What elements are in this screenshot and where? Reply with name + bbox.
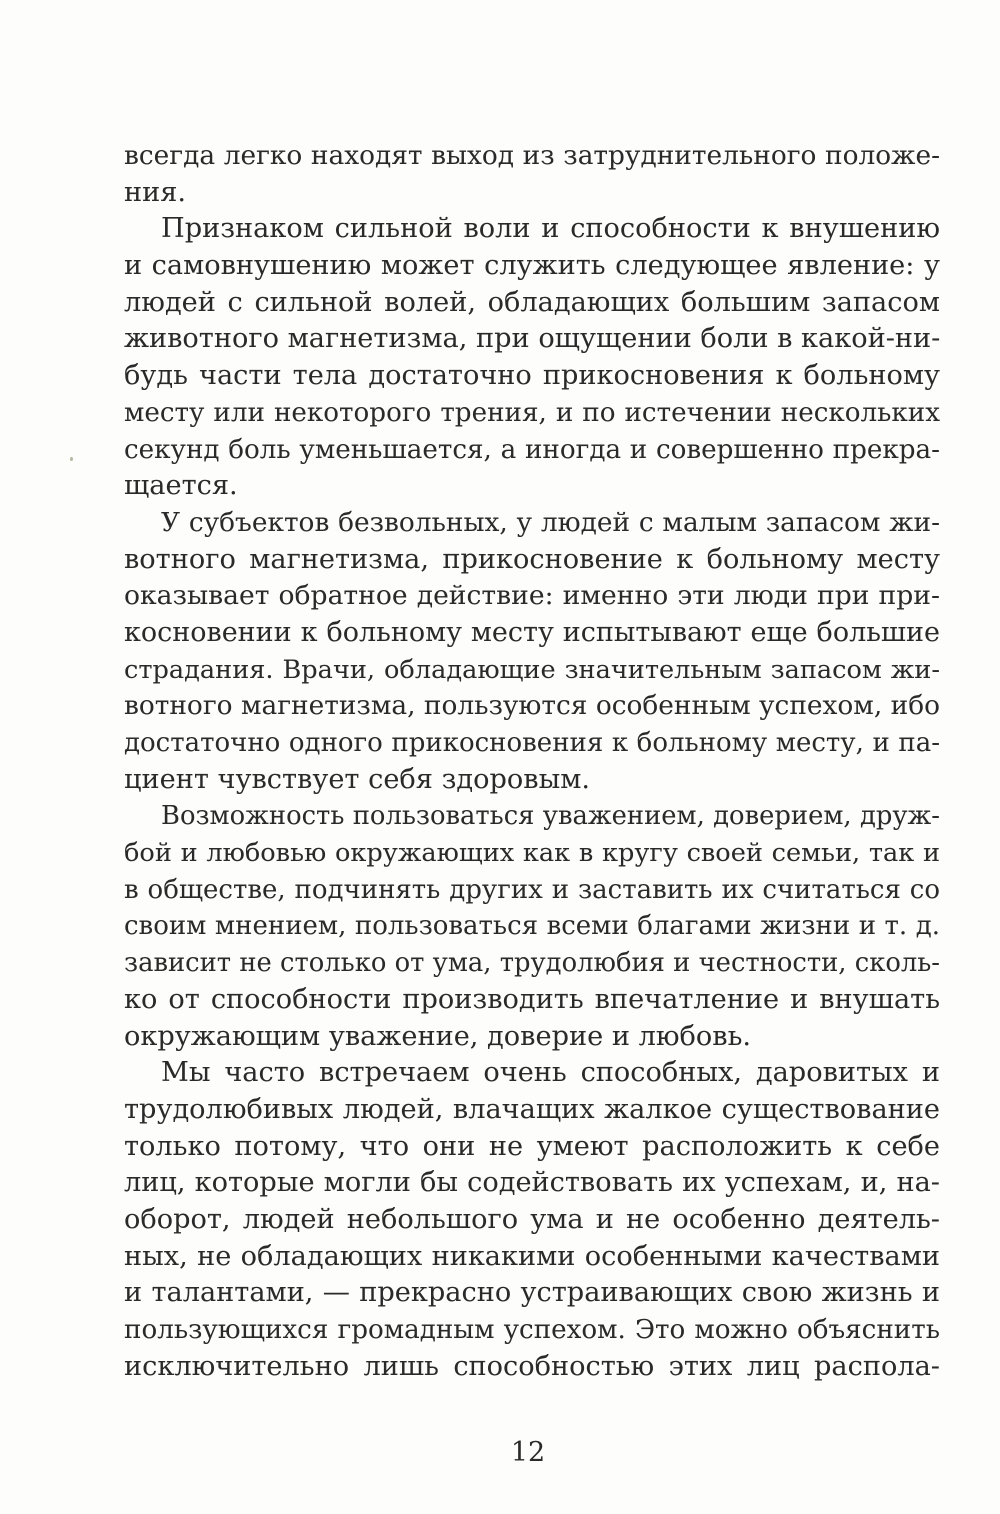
text-line: зависит не столько от ума, трудолюбия и честности, сколь- — [124, 948, 940, 979]
text-line: ко от способности производить впечатление и внушать — [124, 983, 940, 1015]
text-line: в обществе, подчинять других и заставить их считаться со — [124, 874, 940, 905]
text-line: лиц, которые могли бы содействовать их успехам, и, на- — [124, 1167, 940, 1199]
text-line: косновении к больному месту испытывают еще большие — [124, 616, 940, 648]
text-line: всегда легко находят выход из затруднительного положе- — [124, 140, 940, 171]
text-line: страдания. Врачи, обладающие значительным запасом жи- — [124, 654, 940, 685]
paragraph — [124, 1055, 940, 1385]
text-line: Признаком сильной воли и способности к внушению — [161, 213, 940, 245]
text-line: оборот, людей небольшого ума и не особенно деятель- — [124, 1203, 940, 1235]
text-line: только потому, что они не умеют расположить к себе — [124, 1130, 940, 1162]
paper-speck — [70, 457, 73, 461]
paragraph — [124, 211, 940, 505]
body-text — [124, 138, 940, 1385]
text-line: циент чувствует себя здоровым. — [124, 763, 591, 795]
text-line: бой и любовью окружающих как в кругу своей семьи, так и — [124, 838, 940, 869]
text-line: достаточно одного прикосновения к больному месту, и па- — [124, 728, 940, 758]
text-line: пользующихся громадным успехом. Это можно объяснить — [124, 1315, 940, 1345]
text-line: ния. — [124, 176, 187, 208]
paragraph — [124, 798, 940, 1055]
text-line: секунд боль уменьшается, а иногда и совершенно прекра- — [124, 434, 940, 465]
text-line: будь части тела достаточно прикосновения к больному — [124, 360, 940, 392]
paragraph — [124, 505, 940, 799]
text-line: вотного магнетизма, пользуются особенным успехом, ибо — [124, 690, 940, 722]
text-line: трудолюбивых людей, влачащих жалкое существование — [124, 1093, 940, 1125]
text-line: животного магнетизма, при ощущении боли в какой-ни- — [124, 323, 941, 355]
text-line: исключительно лишь способностью этих лиц распола- — [124, 1350, 940, 1382]
text-line: своим мнением, пользоваться всеми благами жизни и т. д. — [124, 911, 940, 942]
text-line: месту или некоторого трения, и по истечении нескольких — [124, 397, 940, 428]
text-line: и талантами, — прекрасно устраивающих свою жизнь и — [124, 1277, 940, 1309]
text-line: людей с сильной волей, обладающих большим запасом — [124, 286, 940, 318]
text-line: щается. — [124, 470, 238, 502]
text-line: ных, не обладающих никакими особенными качествами — [124, 1240, 940, 1272]
text-line: Мы часто встречаем очень способных, даровитых и — [161, 1057, 940, 1089]
page-number: 12 — [510, 1437, 546, 1468]
paragraph — [124, 138, 940, 211]
text-line: вотного магнетизма, прикосновение к больному месту — [124, 543, 940, 575]
text-line: У субъектов безвольных, у людей с малым запасом жи- — [161, 506, 940, 538]
text-line: окружающим уважение, доверие и любовь. — [124, 1020, 752, 1052]
text-line: Возможность пользоваться уважением, доверием, друж- — [161, 801, 940, 832]
text-line: и самовнушению может служить следующее явление: у — [124, 250, 940, 282]
text-line: оказывает обратное действие: именно эти люди при при- — [124, 580, 940, 612]
